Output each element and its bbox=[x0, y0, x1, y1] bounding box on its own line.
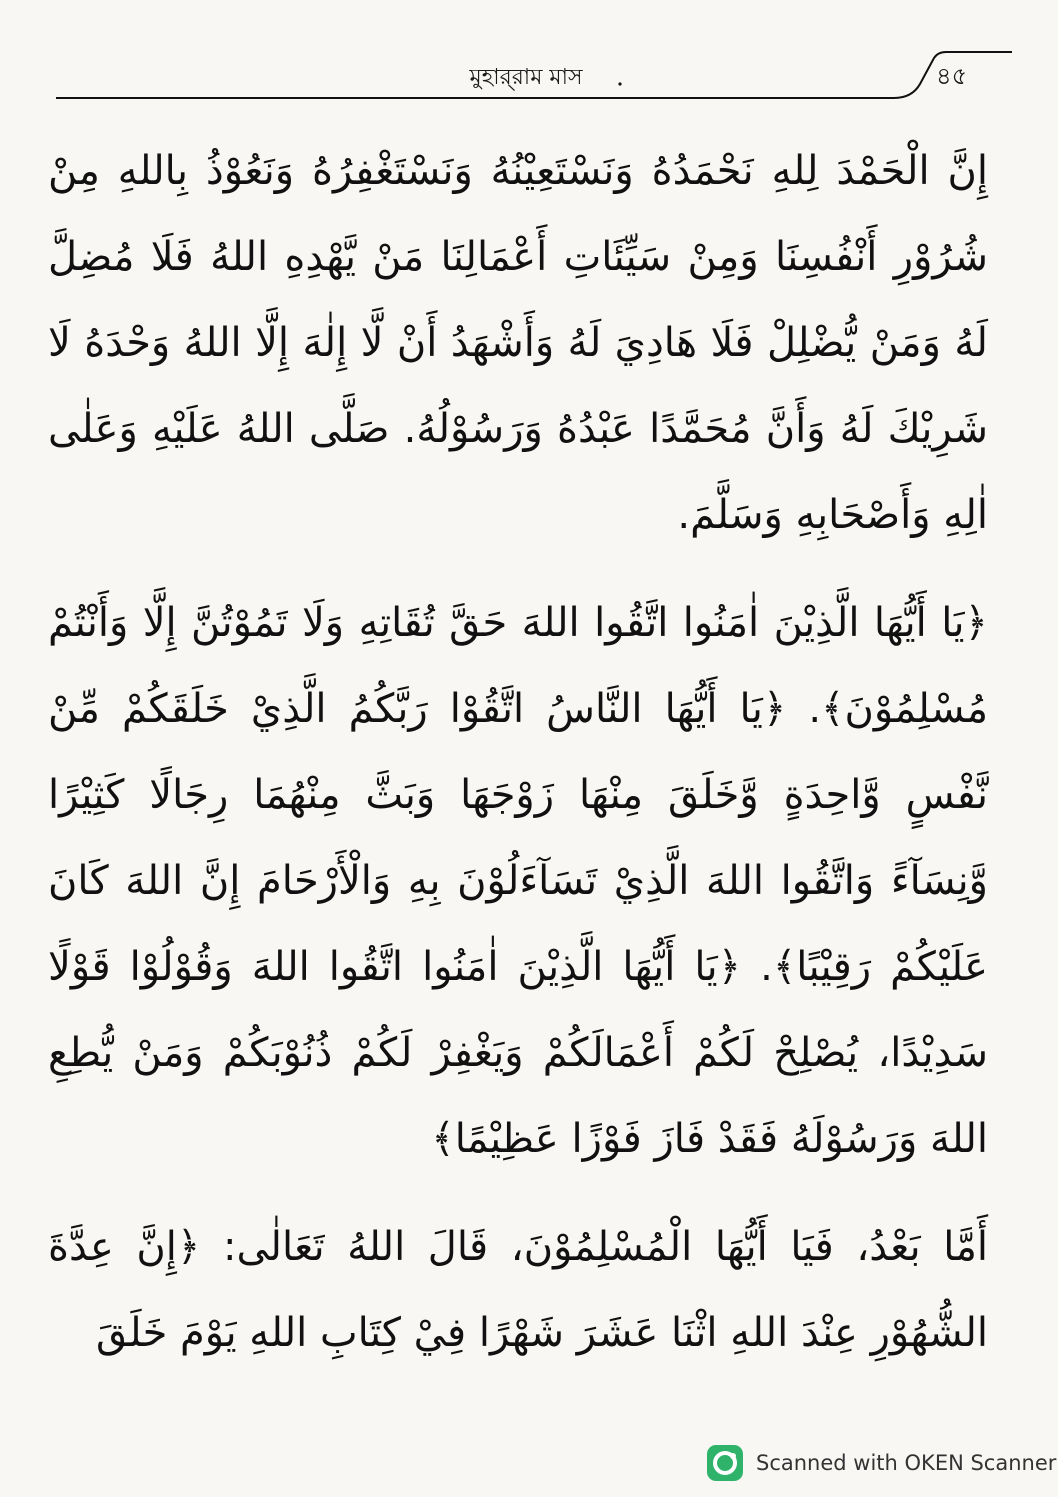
arabic-text-body bbox=[48, 128, 988, 1376]
page-header bbox=[54, 48, 1014, 106]
amma-bad-paragraph: أَمَّا بَعْدُ، فَيَا أَيُّهَا الْمُسْلِمُوْنَ، قَالَ اللهُ تَعَالٰى: ﴿إِنَّ عِدَّةَ الشُّهُوْرِ عِنْدَ اللهِ اثْنَا عَشَرَ شَهْرًا فِيْ كِتَابِ اللهِ يَوْمَ خَلَقَ bbox=[48, 1224, 988, 1356]
running-title: মুহার্‌রাম মাস bbox=[469, 65, 583, 90]
opening-sermon-paragraph: إِنَّ الْحَمْدَ لِلهِ نَحْمَدُهُ وَنَسْتَعِيْنُهُ وَنَسْتَغْفِرُهُ وَنَعُوْذُ بِاللهِ مِنْ شُرُوْرِ أَنْفُسِنَا وَمِنْ سَيِّئَاتِ أَعْمَالِنَا مَنْ يَّهْدِهِ اللهُ فَلَا مُضِلَّ لَهُ وَمَنْ يُّضْلِلْ فَلَا هَادِيَ لَهُ وَأَشْهَدُ أَنْ لَّا إِلٰهَ إِلَّا اللهُ وَحْدَهُ لَا شَرِيْكَ لَهُ وَأَنَّ مُحَمَّدًا عَبْدُهُ وَرَسُوْلُهُ. صَلَّى اللهُ عَلَيْهِ وَعَلٰى اٰلِهِ وَأَصْحَابِهِ وَسَلَّمَ. bbox=[48, 148, 988, 538]
oken-scanner-logo-icon bbox=[706, 1444, 744, 1482]
page-number: ৪৫ bbox=[936, 62, 968, 90]
scanner-watermark bbox=[706, 1444, 1056, 1482]
quranic-verses-paragraph: ﴿يَا أَيُّهَا الَّذِيْنَ اٰمَنُوا اتَّقُوا اللهَ حَقَّ تُقَاتِهِ وَلَا تَمُوْتُنَّ إِلَّا وَأَنْتُمْ مُسْلِمُوْنَ﴾. ﴿يَا أَيُّهَا النَّاسُ اتَّقُوْا رَبَّكُمُ الَّذِيْ خَلَقَكُمْ مِّنْ نَّفْسٍ وَّاحِدَةٍ وَّخَلَقَ مِنْهَا زَوْجَهَا وَبَثَّ مِنْهُمَا رِجَالًا كَثِيْرًا وَّنِسَآءً وَاتَّقُوا اللهَ الَّذِيْ تَسَآءَلُوْنَ بِهِ وَالْأَرْحَامَ إِنَّ اللهَ كَانَ عَلَيْكُمْ رَقِيْبًا﴾. ﴿يَا أَيُّهَا الَّذِيْنَ اٰمَنُوا اتَّقُوا اللهَ وَقُوْلُوْا قَوْلًا سَدِيْدًا، يُصْلِحْ لَكُمْ أَعْمَالَكُمْ وَيَغْفِرْ لَكُمْ ذُنُوْبَكُمْ وَمَنْ يُّطِعِ اللهَ وَرَسُوْلَهُ فَقَدْ فَازَ فَوْزًا عَظِيْمًا﴾ bbox=[48, 600, 988, 1162]
scanner-label: Scanned with OKEN Scanner bbox=[756, 1451, 1057, 1475]
